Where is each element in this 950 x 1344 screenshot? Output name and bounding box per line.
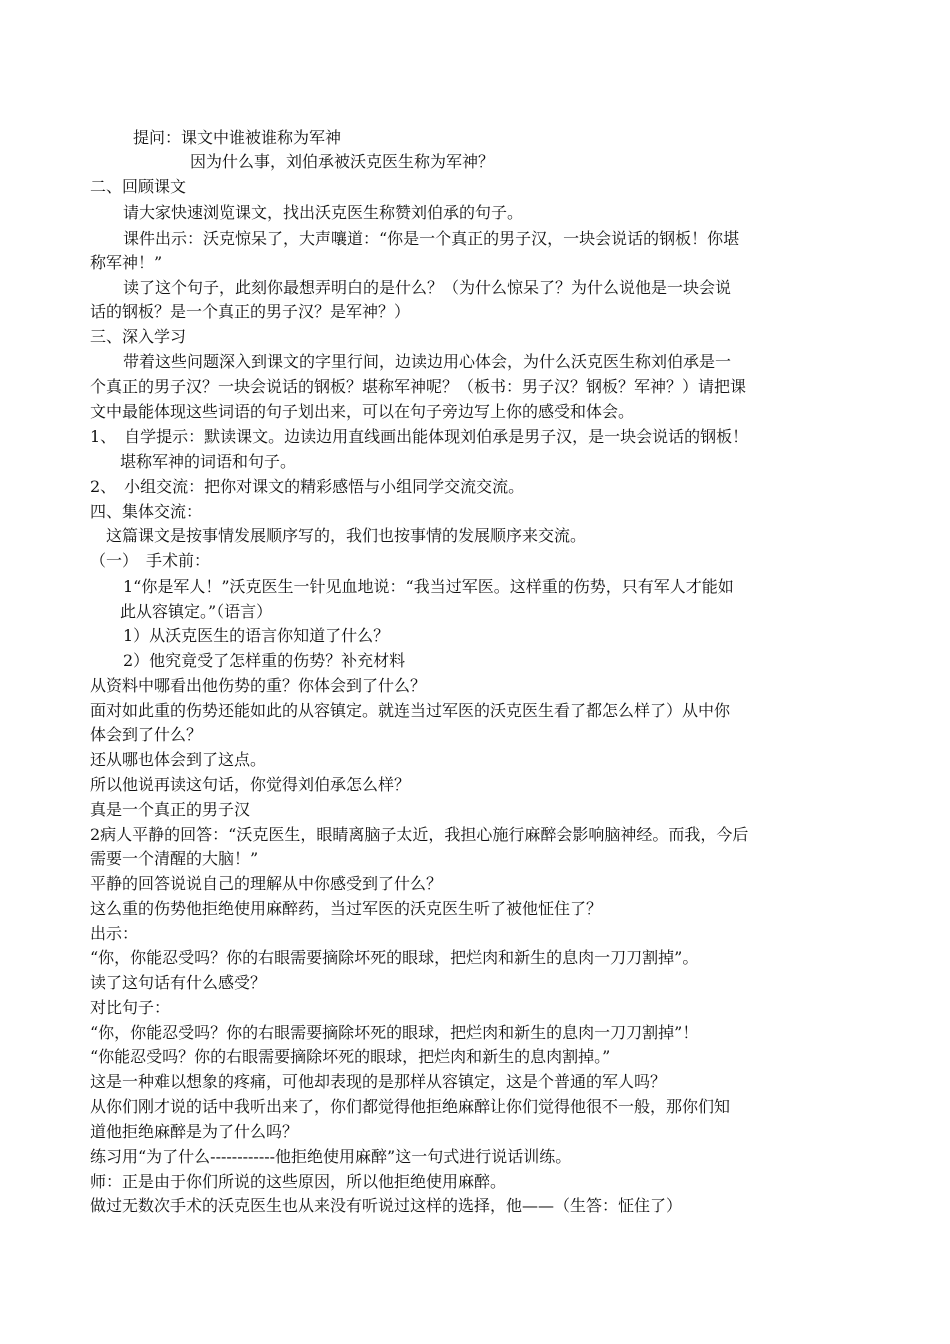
text-line: 这是一种难以想象的疼痛，可他却表现的是那样从容镇定，这是个普通的军人吗？ <box>90 1072 667 1091</box>
text-line: “你，你能忍受吗？你的右眼需要摘除坏死的眼球，把烂肉和新生的息肉一刀刀割掉”！ <box>90 1023 699 1042</box>
text-line: 提问：课文中谁被谁称为军神 <box>133 128 342 147</box>
list-item: 1、 自学提示：默读课文。边读边用直线画出能体现刘伯承是男子汉，是一块会说话的钢板！ <box>90 427 749 446</box>
text-line: 面对如此重的伤势还能如此的从容镇定。就连当过军医的沃克医生看了都怎么样了）从中你 <box>90 701 731 720</box>
text-line: 话的钢板？是一个真正的男子汉？是军神？） <box>90 302 411 321</box>
text-line: 所以他说再读这句话，你觉得刘伯承怎么样？ <box>90 775 411 794</box>
text-line: 读了这句话有什么感受？ <box>90 973 267 992</box>
text-line: “你能忍受吗？你的右眼需要摘除坏死的眼球，把烂肉和新生的息肉割掉。” <box>90 1047 611 1066</box>
text-line: 师：正是由于你们所说的这些原因，所以他拒绝使用麻醉。 <box>90 1172 507 1191</box>
text-line: 体会到了什么？ <box>90 725 203 744</box>
text-line: 出示： <box>90 924 139 943</box>
text-line: 练习用“为了什么------------他拒绝使用麻醉”这一句式进行说话训练。 <box>90 1147 572 1166</box>
text-line: 对比句子： <box>90 998 171 1017</box>
text-line: 请大家快速浏览课文，找出沃克医生称赞刘伯承的句子。 <box>123 203 524 222</box>
text-line: 读了这个句子，此刻你最想弄明白的是什么？（为什么惊呆了？为什么说他是一块会说 <box>123 278 732 297</box>
text-line: 1“你是军人！”沃克医生一针见血地说：“我当过军医。这样重的伤势，只有军人才能如 <box>123 577 734 596</box>
text-line: 课件出示：沃克惊呆了，大声嚷道：“你是一个真正的男子汉，一块会说话的钢板！你堪 <box>123 229 740 248</box>
text-line: 需要一个清醒的大脑！” <box>90 849 259 868</box>
text-line: 从你们刚才说的话中我听出来了，你们都觉得他拒绝麻醉让你们觉得他很不一般，那你们知 <box>90 1097 731 1116</box>
text-line: “你，你能忍受吗？你的右眼需要摘除坏死的眼球，把烂肉和新生的息肉一刀刀割掉”。 <box>90 948 699 967</box>
text-line: 2病人平静的回答：“沃克医生，眼睛离脑子太近，我担心施行麻醉会影响脑神经。而我，今后 <box>90 825 749 844</box>
list-item: 1）从沃克医生的语言你知道了什么？ <box>123 626 390 645</box>
text-line: 文中最能体现这些词语的句子划出来，可以在句子旁边写上你的感受和体会。 <box>90 402 635 421</box>
section-heading: 四、集体交流： <box>90 502 203 521</box>
subsection-heading: （一） 手术前： <box>90 551 211 570</box>
text-line: 因为什么事，刘伯承被沃克医生称为军神？ <box>190 152 495 171</box>
list-item: 2、 小组交流：把你对课文的精彩感悟与小组同学交流交流。 <box>90 477 525 496</box>
list-item: 2）他究竟受了怎样重的伤势？补充材料 <box>123 651 406 670</box>
text-line: 做过无数次手术的沃克医生也从来没有听说过这样的选择，他——（生答：怔住了） <box>90 1196 683 1215</box>
section-heading: 二、回顾课文 <box>90 177 187 196</box>
text-line: 带着这些问题深入到课文的字里行间，边读边用心体会，为什么沃克医生称刘伯承是一 <box>123 352 732 371</box>
text-line: 从资料中哪看出他伤势的重？你体会到了什么？ <box>90 676 427 695</box>
text-line: 这么重的伤势他拒绝使用麻醉药，当过军医的沃克医生听了被他怔住了？ <box>90 899 603 918</box>
text-line: 称军神！” <box>90 253 163 272</box>
text-line: 平静的回答说说自己的理解从中你感受到了什么？ <box>90 874 443 893</box>
text-line: 这篇课文是按事情发展顺序写的，我们也按事情的发展顺序来交流。 <box>106 526 587 545</box>
text-line: 道他拒绝麻醉是为了什么吗？ <box>90 1122 299 1141</box>
text-line: 堪称军神的词语和句子。 <box>120 452 297 471</box>
text-line: 个真正的男子汉？一块会说话的钢板？堪称军神呢？（板书：男子汉？钢板？军神？）请把课 <box>90 377 747 396</box>
text-line: 此从容镇定。”（语言） <box>120 602 273 621</box>
section-heading: 三、深入学习 <box>90 327 187 346</box>
text-line: 还从哪也体会到了这点。 <box>90 750 267 769</box>
text-line: 真是一个真正的男子汉 <box>90 800 251 819</box>
